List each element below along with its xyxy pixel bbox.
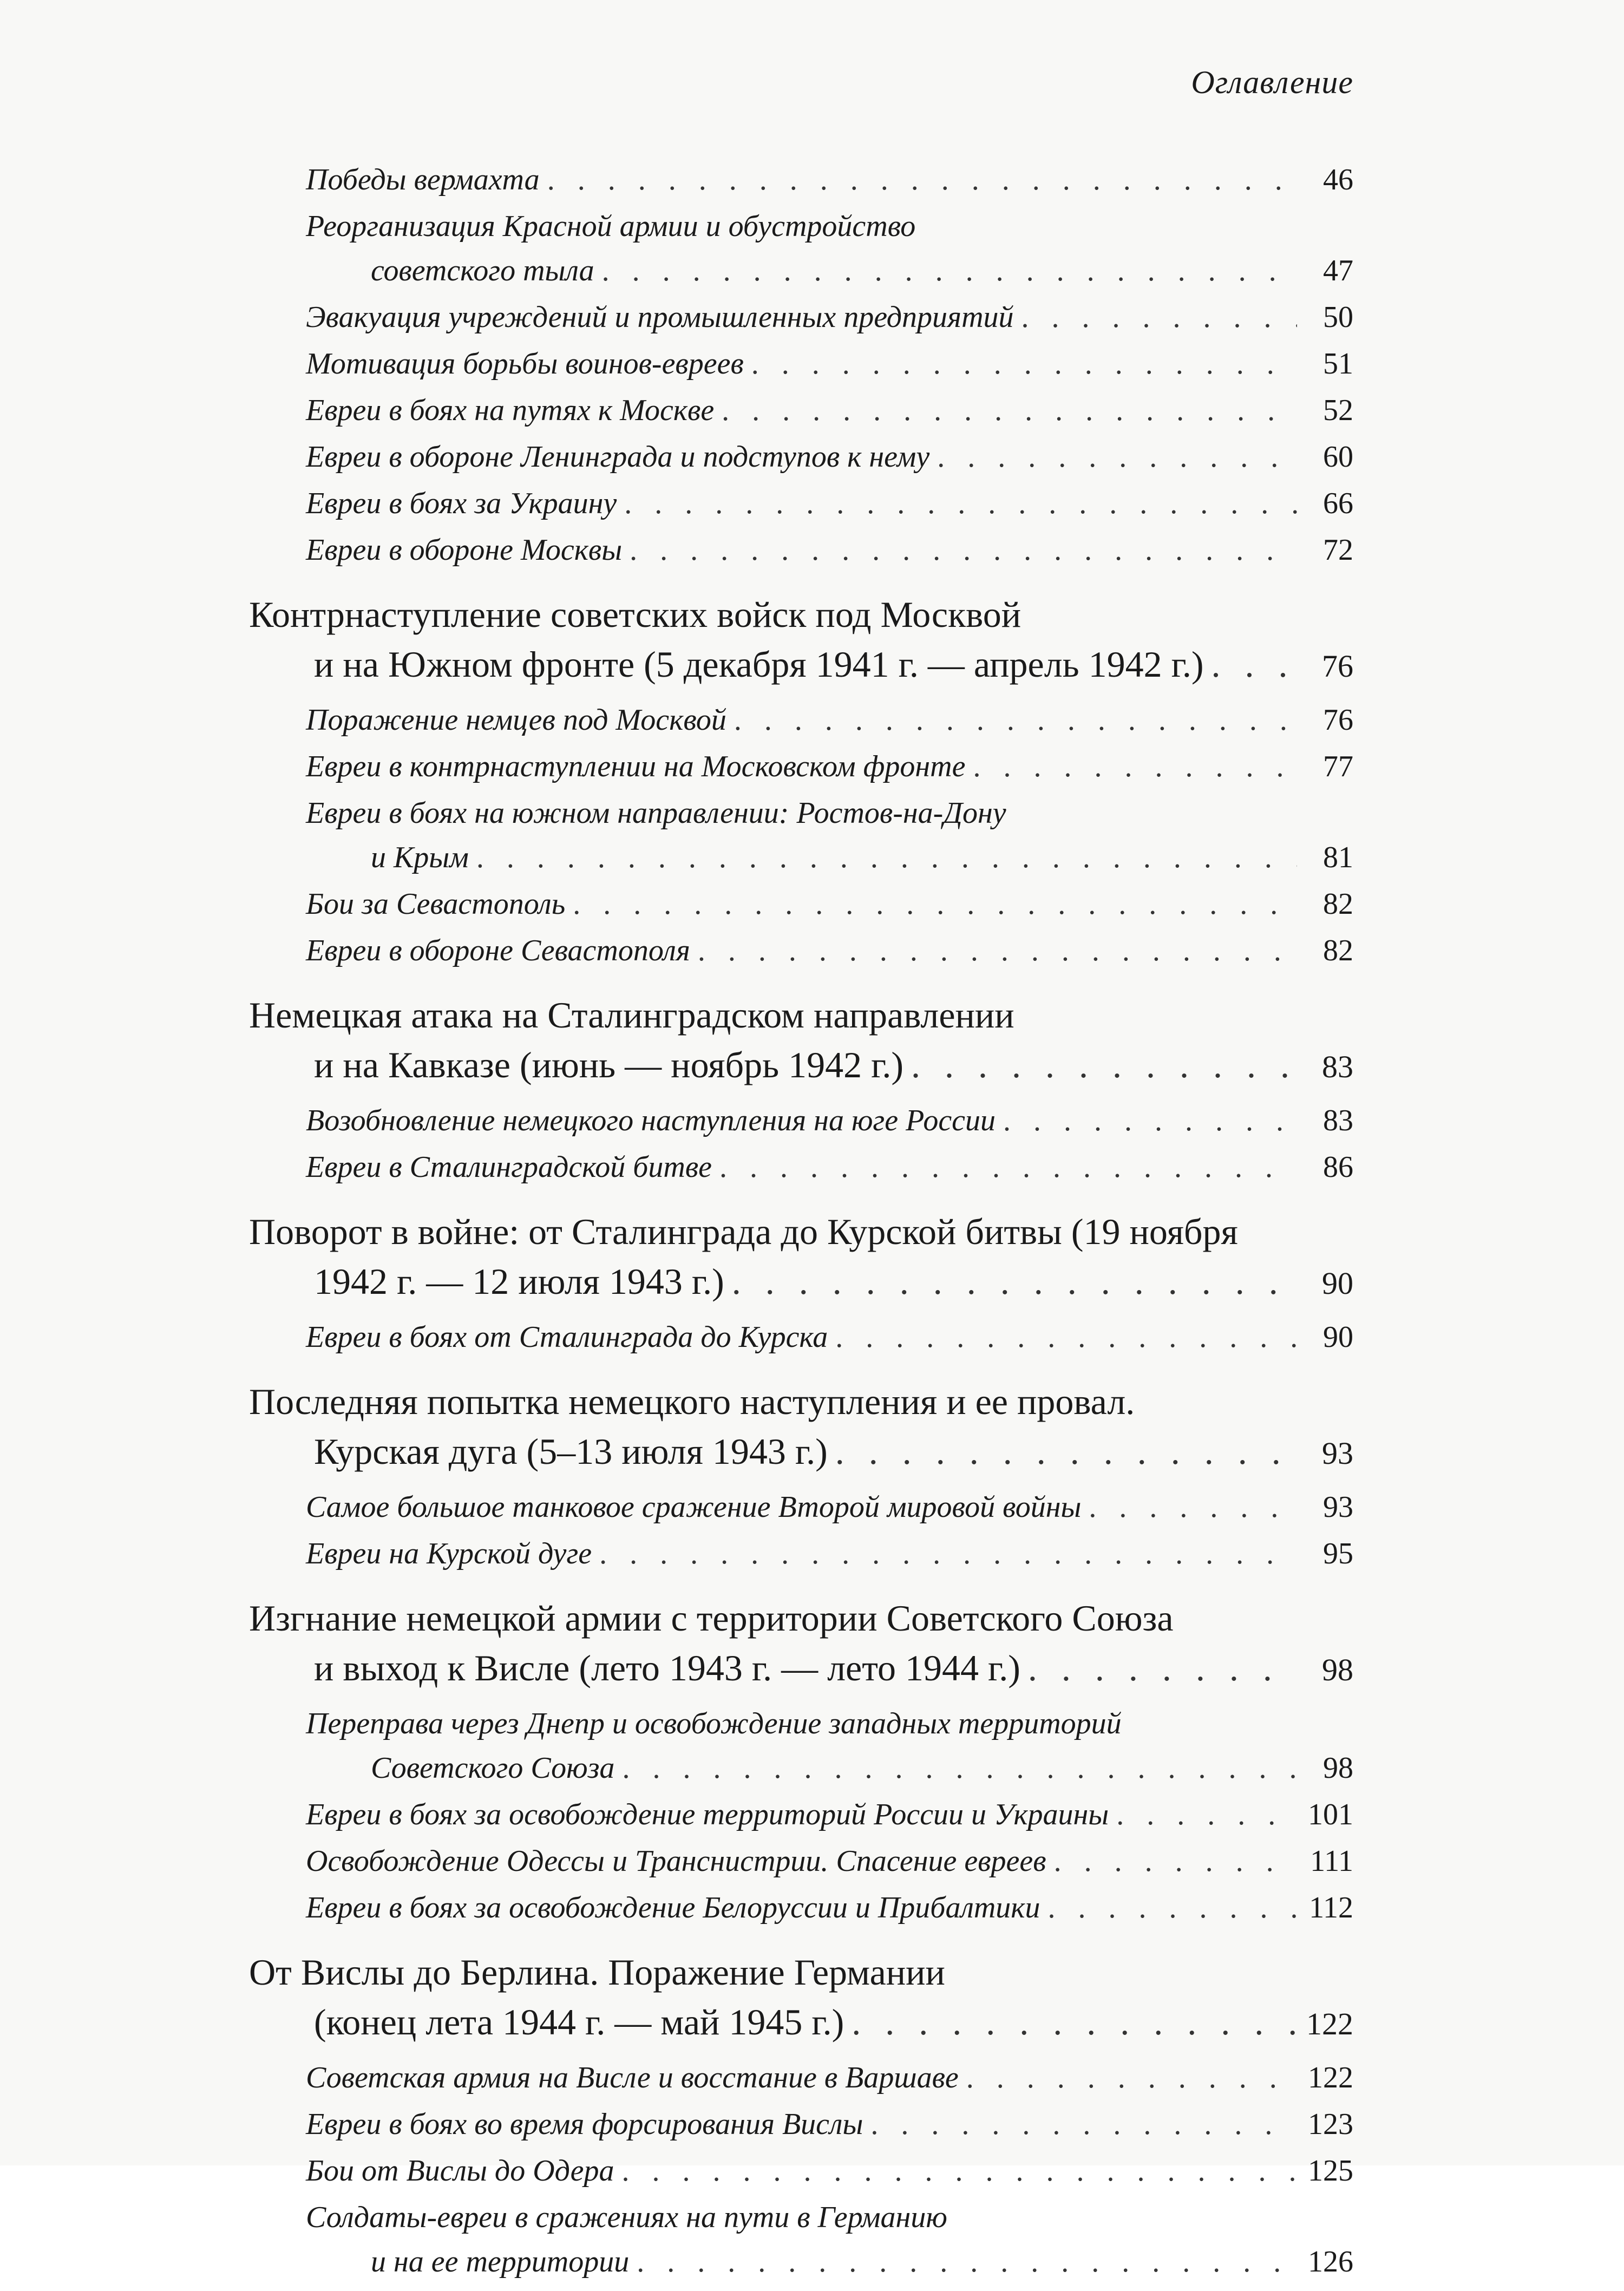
toc-chapter [249,1210,1353,1310]
dot-leader [573,887,1297,921]
toc-section [249,440,1353,484]
toc-entry-title: Евреи в боях за освобождение Белоруссии и Прибалтики [306,1891,1040,1925]
dot-leader [1028,1647,1297,1690]
toc-page-number: 60 [1323,440,1353,474]
toc-line [249,1844,1353,1888]
toc-page-number: 83 [1322,1049,1353,1084]
toc-page-number: 47 [1323,254,1353,287]
toc-entry-title: Евреи в контрнаступлении на Московском фронте [306,750,966,783]
toc-entry-title: Евреи в боях на южном направлении: Ростов-на-Дону [306,796,1006,830]
dot-leader [719,1150,1297,1184]
toc-section [249,1490,1353,1534]
toc-entry-title: Поражение немцев под Москвой [306,703,726,737]
toc-section [249,209,1353,298]
toc-entry-title: (конец лета 1944 г. — май 1945 г.) [314,2001,844,2043]
toc-line [249,887,1353,931]
dot-leader [1212,643,1297,686]
toc-line [249,1103,1353,1148]
toc-line [249,2200,1353,2244]
dot-leader [476,840,1297,875]
toc-page-number: 98 [1322,1652,1353,1687]
toc-line [249,796,1353,840]
toc-entry-title: 1942 г. — 12 июля 1943 г.) [314,1261,724,1302]
toc-entry-title: Евреи в Сталинградской битве [306,1150,712,1184]
toc-entry-title: Последняя попытка немецкого наступления и ее провал. [249,1381,1135,1422]
toc-page-number: 90 [1322,1266,1353,1301]
dot-leader [722,393,1297,428]
dot-leader [751,346,1297,381]
running-header: Оглавление [1191,64,1353,100]
toc-page-number: 112 [1309,1891,1353,1925]
toc-line [249,253,1353,298]
toc-chapter [249,593,1353,693]
toc-entry-title: и Крым [371,841,469,874]
toc-section [249,533,1353,577]
toc-section [249,2060,1353,2105]
dot-leader [911,1044,1297,1086]
toc-page-number: 76 [1322,649,1353,684]
dot-leader [602,253,1297,288]
dot-leader [1116,1797,1297,1832]
toc-page-number: 111 [1310,1844,1353,1878]
toc-entry-title: и на Южном фронте (5 декабря 1941 г. — апрель 1942 г.) [314,644,1204,685]
toc-entry-title: Мотивация борьбы воинов-евреев [306,347,744,381]
toc-entry-title: Возобновление немецкого наступления на юге России [306,1104,996,1137]
toc-section [249,1320,1353,1364]
toc-section [249,887,1353,931]
toc-entry-title: Контрнаступление советских войск под Москвой [249,594,1021,635]
toc-line [249,393,1353,437]
toc-entry-title: Евреи в боях за освобождение территорий России и Украины [306,1798,1109,1831]
toc-entry-title: Освобождение Одессы и Транснистрии. Спасение евреев [306,1844,1046,1878]
toc-entry-title: Немецкая атака на Сталинградском направлении [249,994,1014,1036]
toc-section [249,486,1353,531]
toc-line [249,1260,1353,1310]
toc-entry-title: Советская армия на Висле и восстание в Варшаве [306,2061,959,2094]
toc-chapter [249,1597,1353,1697]
toc-section [249,1890,1353,1935]
toc-line [249,1797,1353,1842]
toc-line [249,933,1353,978]
dot-leader [637,2244,1297,2279]
dot-leader [599,1536,1297,1571]
table-of-contents [249,162,1353,2291]
toc-line [249,1951,1353,2001]
toc-line [249,1210,1353,1260]
toc-section [249,749,1353,794]
toc-line [249,1430,1353,1480]
toc-entry-title: Бои от Вислы до Одера [306,2154,614,2188]
toc-entry-title: Евреи в боях на путях к Москве [306,394,715,427]
toc-entry-title: Бои за Севастополь [306,887,566,921]
toc-line [249,2001,1353,2051]
toc-section [249,2153,1353,2198]
toc-entry-title: Эвакуация учреждений и промышленных предприятий [306,300,1014,334]
dot-leader [624,486,1297,521]
toc-entry-title: Евреи в боях во время форсирования Вислы [306,2107,863,2141]
toc-line [249,486,1353,531]
toc-page-number: 52 [1323,394,1353,427]
toc-entry-title: От Вислы до Берлина. Поражение Германии [249,1952,945,1993]
dot-leader [622,1751,1297,1785]
toc-entry-title: Евреи в боях от Сталинграда до Курска [306,1320,828,1354]
toc-line [249,346,1353,391]
dot-leader [734,703,1297,737]
toc-entry-title: Поворот в войне: от Сталинграда до Курской битвы (19 ноября [249,1211,1238,1252]
toc-page-number: 77 [1323,750,1353,783]
toc-line [249,1380,1353,1430]
toc-page-number: 93 [1322,1436,1353,1471]
toc-section [249,1536,1353,1581]
toc-page-number: 82 [1323,887,1353,921]
toc-page-number: 122 [1306,2006,1353,2041]
dot-leader [1054,1844,1297,1878]
toc-page-number: 66 [1323,487,1353,520]
toc-entry-title: и на ее территории [371,2245,630,2279]
dot-leader [966,2060,1297,2095]
dot-leader [852,2001,1297,2044]
toc-page-number: 90 [1323,1320,1353,1354]
dot-leader [835,1320,1297,1354]
toc-section [249,1706,1353,1795]
toc-chapter [249,1951,1353,2051]
toc-line [249,2244,1353,2289]
toc-entry-title: Евреи на Курской дуге [306,1537,592,1570]
dot-leader [732,1260,1297,1303]
dot-leader [937,440,1297,474]
toc-entry-title: Евреи в обороне Москвы [306,533,623,567]
toc-entry-title: Евреи в боях за Украину [306,487,617,520]
toc-section [249,796,1353,885]
toc-section [249,2107,1353,2151]
toc-line [249,994,1353,1044]
toc-line [249,593,1353,643]
toc-line [249,1490,1353,1534]
toc-line [249,1044,1353,1094]
toc-entry-title: Советского Союза [371,1751,615,1785]
toc-line [249,2107,1353,2151]
toc-line [249,440,1353,484]
toc-line [249,1647,1353,1697]
toc-entry-title: и на Кавказе (июнь — ноябрь 1942 г.) [314,1044,904,1085]
toc-line [249,533,1353,577]
dot-leader [622,2153,1297,2188]
dot-leader [547,162,1297,197]
toc-section [249,1797,1353,1842]
toc-section [249,1150,1353,1194]
toc-entry-title: Изгнание немецкой армии с территории Советского Союза [249,1598,1174,1639]
toc-page-number: 125 [1308,2154,1353,2188]
toc-entry-title: советского тыла [371,254,594,287]
toc-section [249,703,1353,747]
toc-section [249,933,1353,978]
toc-page-number: 86 [1323,1150,1353,1184]
toc-entry-title: Переправа через Днепр и освобождение западных территорий [306,1707,1122,1740]
toc-line [249,1751,1353,1795]
toc-line [249,2060,1353,2105]
toc-page-number: 46 [1323,163,1353,197]
toc-page-number: 72 [1323,533,1353,567]
toc-line [249,1706,1353,1751]
toc-entry-title: Евреи в обороне Ленинграда и подступов к нему [306,440,930,474]
toc-line [249,1320,1353,1364]
toc-line [249,643,1353,693]
toc-entry-title: и выход к Висле (лето 1943 г. — лето 1944 г.) [314,1647,1020,1688]
toc-page-number: 76 [1323,703,1353,737]
toc-line [249,162,1353,207]
dot-leader [870,2107,1297,2142]
toc-page-number: 95 [1323,1537,1353,1570]
dot-leader [1003,1103,1297,1138]
toc-line [249,300,1353,344]
toc-line [249,1597,1353,1647]
toc-page-number: 93 [1323,1490,1353,1524]
toc-page-number: 51 [1323,347,1353,381]
toc-chapter [249,1380,1353,1480]
toc-chapter [249,994,1353,1094]
toc-line [249,2153,1353,2198]
dot-leader [973,749,1297,784]
toc-entry-title: Евреи в обороне Севастополя [306,934,690,967]
toc-page-number: 123 [1308,2107,1353,2141]
toc-line [249,749,1353,794]
toc-page-number: 122 [1308,2061,1353,2094]
toc-line [249,1890,1353,1935]
dot-leader [1021,300,1297,335]
dot-leader [1048,1890,1298,1925]
toc-page-number: 50 [1323,300,1353,334]
toc-line [249,840,1353,885]
toc-page-number: 126 [1308,2245,1353,2279]
dot-leader [1089,1490,1297,1524]
toc-entry-title: Самое большое танковое сражение Второй мировой войны [306,1490,1082,1524]
toc-line [249,1150,1353,1194]
toc-page-number: 81 [1323,841,1353,874]
toc-section [249,393,1353,437]
toc-page-number: 82 [1323,934,1353,967]
toc-page-number: 83 [1323,1104,1353,1137]
toc-page-number: 101 [1308,1798,1353,1831]
toc-page-number: 98 [1323,1751,1353,1785]
dot-leader [630,533,1297,567]
toc-section [249,2200,1353,2289]
toc-entry-title: Курская дуга (5–13 июля 1943 г.) [314,1431,828,1472]
dot-leader [835,1430,1297,1473]
toc-entry-title: Реорганизация Красной армии и обустройство [306,210,916,243]
toc-section [249,1103,1353,1148]
toc-entry-title: Солдаты-евреи в сражениях на пути в Германию [306,2201,947,2234]
dot-leader [698,933,1297,968]
toc-line [249,1536,1353,1581]
toc-entry-title: Победы вермахта [306,163,540,197]
toc-section [249,346,1353,391]
toc-section [249,1844,1353,1888]
toc-line [249,209,1353,253]
toc-section [249,300,1353,344]
toc-section [249,162,1353,207]
toc-line [249,703,1353,747]
